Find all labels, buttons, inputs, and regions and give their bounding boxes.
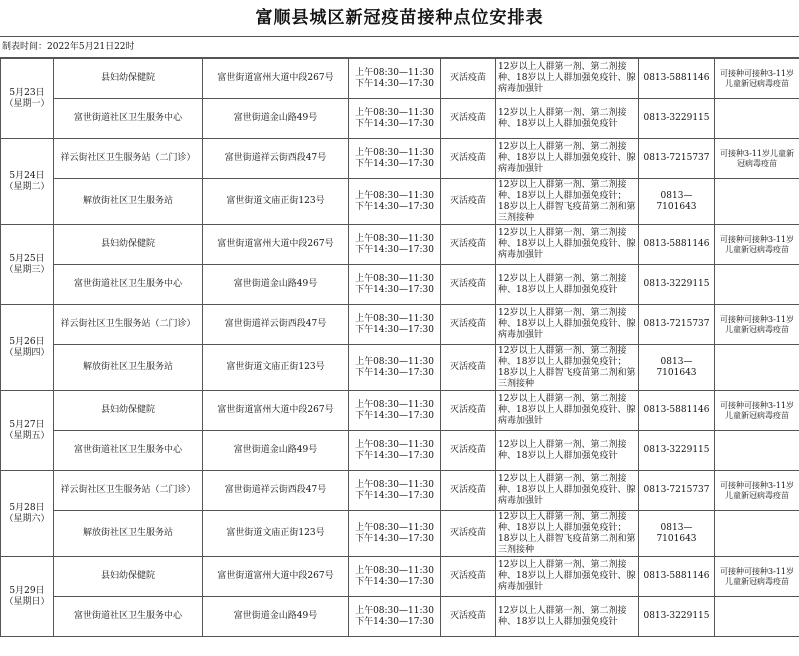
- vaccine-type: 灭活疫苗: [441, 557, 496, 597]
- weekday-label: （星期三）: [4, 264, 50, 275]
- schedule-body: [1, 59, 799, 637]
- time-pm: 下午14:30—17:30: [355, 158, 434, 169]
- time-pm: 下午14:30—17:30: [355, 616, 434, 627]
- weekday-label: （星期日）: [4, 596, 50, 607]
- time-am: 上午08:30—11:30: [355, 107, 434, 118]
- time-am: 上午08:30—11:30: [355, 147, 434, 158]
- table-row: [1, 265, 799, 305]
- time-am: 上午08:30—11:30: [355, 233, 434, 244]
- made-time: 制表时间：2022年5月21日22时: [0, 37, 799, 58]
- time-am: 上午08:30—11:30: [355, 399, 434, 410]
- time-am: 上午08:30—11:30: [355, 67, 434, 78]
- site-name: 解放街社区卫生服务站: [54, 345, 203, 391]
- phone-number: 0813-7215737: [639, 305, 715, 345]
- vaccine-type: 灭活疫苗: [441, 225, 496, 265]
- schedule-table: [0, 58, 799, 637]
- site-address: 富世街道金山路49号: [203, 597, 349, 637]
- phone-number: 0813-5881146: [639, 59, 715, 99]
- table-row: [1, 179, 799, 225]
- phone-number: 0813-3229115: [639, 265, 715, 305]
- weekday-label: （星期二）: [4, 181, 50, 192]
- vaccine-type: 灭活疫苗: [441, 391, 496, 431]
- phone-number: 0813-7215737: [639, 139, 715, 179]
- date-cell: [1, 305, 54, 391]
- vaccine-type: 灭活疫苗: [441, 99, 496, 139]
- target-groups: 12岁以上人群第一剂、第二剂接种、18岁以上人群加强免疫针、腺病毒加强针: [496, 139, 639, 179]
- remark: [715, 511, 799, 557]
- vaccine-type: 灭活疫苗: [441, 59, 496, 99]
- site-name: 县妇幼保健院: [54, 391, 203, 431]
- phone-number: 0813—7101643: [639, 511, 715, 557]
- service-time: [349, 557, 441, 597]
- site-address: 富世街道富州大道中段267号: [203, 59, 349, 99]
- site-address: 富世街道金山路49号: [203, 99, 349, 139]
- date-label: 5月29日: [9, 585, 45, 596]
- date-label: 5月24日: [9, 170, 45, 181]
- phone-number: 0813-3229115: [639, 597, 715, 637]
- target-groups: 12岁以上人群第一剂、第二剂接种、18岁以上人群加强免疫针；18岁以上人群智飞疫苗第二剂和第三剂接种: [496, 345, 639, 391]
- date-cell: [1, 139, 54, 225]
- date-label: 5月23日: [9, 87, 45, 98]
- time-pm: 下午14:30—17:30: [355, 490, 434, 501]
- remark: [715, 431, 799, 471]
- time-pm: 下午14:30—17:30: [355, 410, 434, 421]
- table-row: [1, 391, 799, 431]
- target-groups: 12岁以上人群第一剂、第二剂接种、18岁以上人群加强免疫针: [496, 99, 639, 139]
- table-row: [1, 557, 799, 597]
- site-name: 县妇幼保健院: [54, 59, 203, 99]
- phone-number: 0813-3229115: [639, 99, 715, 139]
- service-time: [349, 597, 441, 637]
- time-am: 上午08:30—11:30: [355, 605, 434, 616]
- vaccine-type: 灭活疫苗: [441, 179, 496, 225]
- remark: [715, 179, 799, 225]
- service-time: [349, 265, 441, 305]
- remark: 可接种可接种3-11岁儿童新冠病毒疫苗: [715, 391, 799, 431]
- date-label: 5月28日: [9, 502, 45, 513]
- site-address: 富世街道金山路49号: [203, 431, 349, 471]
- site-address: 富世街道祥云街西段47号: [203, 471, 349, 511]
- remark: [715, 99, 799, 139]
- service-time: [349, 99, 441, 139]
- vaccine-type: 灭活疫苗: [441, 305, 496, 345]
- table-row: [1, 471, 799, 511]
- site-address: 富世街道文庙正街123号: [203, 179, 349, 225]
- date-cell: [1, 59, 54, 139]
- time-pm: 下午14:30—17:30: [355, 284, 434, 295]
- weekday-label: （星期五）: [4, 430, 50, 441]
- phone-number: 0813-5881146: [639, 391, 715, 431]
- site-name: 富世街道社区卫生服务中心: [54, 597, 203, 637]
- table-row: [1, 511, 799, 557]
- site-name: 解放街社区卫生服务站: [54, 179, 203, 225]
- site-name: 富世街道社区卫生服务中心: [54, 431, 203, 471]
- target-groups: 12岁以上人群第一剂、第二剂接种、18岁以上人群加强免疫针；18岁以上人群智飞疫苗第二剂和第三剂接种: [496, 179, 639, 225]
- table-row: [1, 59, 799, 99]
- remark: 可接种可接种3-11岁儿童新冠病毒疫苗: [715, 59, 799, 99]
- table-row: [1, 597, 799, 637]
- service-time: [349, 225, 441, 265]
- table-row: [1, 139, 799, 179]
- site-address: 富世街道文庙正街123号: [203, 345, 349, 391]
- service-time: [349, 179, 441, 225]
- time-pm: 下午14:30—17:30: [355, 244, 434, 255]
- site-address: 富世街道祥云街西段47号: [203, 139, 349, 179]
- target-groups: 12岁以上人群第一剂、第二剂接种、18岁以上人群加强免疫针、腺病毒加强针: [496, 557, 639, 597]
- date-label: 5月26日: [9, 336, 45, 347]
- time-am: 上午08:30—11:30: [355, 522, 434, 533]
- vaccine-type: 灭活疫苗: [441, 431, 496, 471]
- table-row: [1, 99, 799, 139]
- site-address: 富世街道金山路49号: [203, 265, 349, 305]
- vaccine-type: 灭活疫苗: [441, 345, 496, 391]
- site-name: 祥云街社区卫生服务站（二门诊）: [54, 139, 203, 179]
- phone-number: 0813-5881146: [639, 225, 715, 265]
- target-groups: 12岁以上人群第一剂、第二剂接种、18岁以上人群加强免疫针: [496, 265, 639, 305]
- remark: 可接种可接种3-11岁儿童新冠病毒疫苗: [715, 471, 799, 511]
- site-address: 富世街道祥云街西段47号: [203, 305, 349, 345]
- time-pm: 下午14:30—17:30: [355, 324, 434, 335]
- site-name: 祥云街社区卫生服务站（二门诊）: [54, 471, 203, 511]
- site-name: 祥云街社区卫生服务站（二门诊）: [54, 305, 203, 345]
- weekday-label: （星期六）: [4, 513, 50, 524]
- target-groups: 12岁以上人群第一剂、第二剂接种、18岁以上人群加强免疫针: [496, 431, 639, 471]
- phone-number: 0813-3229115: [639, 431, 715, 471]
- time-pm: 下午14:30—17:30: [355, 576, 434, 587]
- time-pm: 下午14:30—17:30: [355, 450, 434, 461]
- remark: 可接种可接种3-11岁儿童新冠病毒疫苗: [715, 225, 799, 265]
- weekday-label: （星期一）: [4, 98, 50, 109]
- time-pm: 下午14:30—17:30: [355, 367, 434, 378]
- service-time: [349, 391, 441, 431]
- remark: 可接种3-11岁儿童新冠病毒疫苗: [715, 139, 799, 179]
- date-cell: [1, 391, 54, 471]
- service-time: [349, 139, 441, 179]
- site-address: 富世街道文庙正街123号: [203, 511, 349, 557]
- remark: [715, 597, 799, 637]
- target-groups: 12岁以上人群第一剂、第二剂接种、18岁以上人群加强免疫针、腺病毒加强针: [496, 471, 639, 511]
- time-am: 上午08:30—11:30: [355, 273, 434, 284]
- table-row: [1, 431, 799, 471]
- remark: 可接种可接种3-11岁儿童新冠病毒疫苗: [715, 557, 799, 597]
- vaccine-type: 灭活疫苗: [441, 511, 496, 557]
- remark: [715, 345, 799, 391]
- target-groups: 12岁以上人群第一剂、第二剂接种、18岁以上人群加强免疫针、腺病毒加强针: [496, 391, 639, 431]
- service-time: [349, 305, 441, 345]
- target-groups: 12岁以上人群第一剂、第二剂接种、18岁以上人群加强免疫针、腺病毒加强针: [496, 305, 639, 345]
- page-title: 富顺县城区新冠疫苗接种点位安排表: [0, 0, 799, 37]
- date-cell: [1, 471, 54, 557]
- vaccine-type: 灭活疫苗: [441, 139, 496, 179]
- site-address: 富世街道富州大道中段267号: [203, 225, 349, 265]
- date-cell: [1, 225, 54, 305]
- time-am: 上午08:30—11:30: [355, 565, 434, 576]
- vaccine-type: 灭活疫苗: [441, 265, 496, 305]
- time-am: 上午08:30—11:30: [355, 356, 434, 367]
- remark: [715, 265, 799, 305]
- target-groups: 12岁以上人群第一剂、第二剂接种、18岁以上人群加强免疫针；18岁以上人群智飞疫苗第二剂和第三剂接种: [496, 511, 639, 557]
- date-label: 5月27日: [9, 419, 45, 430]
- service-time: [349, 511, 441, 557]
- target-groups: 12岁以上人群第一剂、第二剂接种、18岁以上人群加强免疫针、腺病毒加强针: [496, 225, 639, 265]
- time-pm: 下午14:30—17:30: [355, 201, 434, 212]
- site-address: 富世街道富州大道中段267号: [203, 557, 349, 597]
- site-name: 富世街道社区卫生服务中心: [54, 99, 203, 139]
- service-time: [349, 345, 441, 391]
- service-time: [349, 431, 441, 471]
- time-pm: 下午14:30—17:30: [355, 78, 434, 89]
- date-cell: [1, 557, 54, 637]
- service-time: [349, 471, 441, 511]
- phone-number: 0813—7101643: [639, 345, 715, 391]
- weekday-label: （星期四）: [4, 347, 50, 358]
- time-am: 上午08:30—11:30: [355, 190, 434, 201]
- site-name: 富世街道社区卫生服务中心: [54, 265, 203, 305]
- site-name: 解放街社区卫生服务站: [54, 511, 203, 557]
- time-am: 上午08:30—11:30: [355, 479, 434, 490]
- target-groups: 12岁以上人群第一剂、第二剂接种、18岁以上人群加强免疫针、腺病毒加强针: [496, 59, 639, 99]
- time-pm: 下午14:30—17:30: [355, 118, 434, 129]
- table-row: [1, 225, 799, 265]
- time-am: 上午08:30—11:30: [355, 313, 434, 324]
- date-label: 5月25日: [9, 253, 45, 264]
- service-time: [349, 59, 441, 99]
- remark: 可接种可接种3-11岁儿童新冠病毒疫苗: [715, 305, 799, 345]
- table-row: [1, 305, 799, 345]
- site-name: 县妇幼保健院: [54, 225, 203, 265]
- site-name: 县妇幼保健院: [54, 557, 203, 597]
- table-row: [1, 345, 799, 391]
- time-am: 上午08:30—11:30: [355, 439, 434, 450]
- target-groups: 12岁以上人群第一剂、第二剂接种、18岁以上人群加强免疫针: [496, 597, 639, 637]
- phone-number: 0813—7101643: [639, 179, 715, 225]
- phone-number: 0813-5881146: [639, 557, 715, 597]
- vaccine-type: 灭活疫苗: [441, 597, 496, 637]
- vaccine-type: 灭活疫苗: [441, 471, 496, 511]
- phone-number: 0813-7215737: [639, 471, 715, 511]
- site-address: 富世街道富州大道中段267号: [203, 391, 349, 431]
- time-pm: 下午14:30—17:30: [355, 533, 434, 544]
